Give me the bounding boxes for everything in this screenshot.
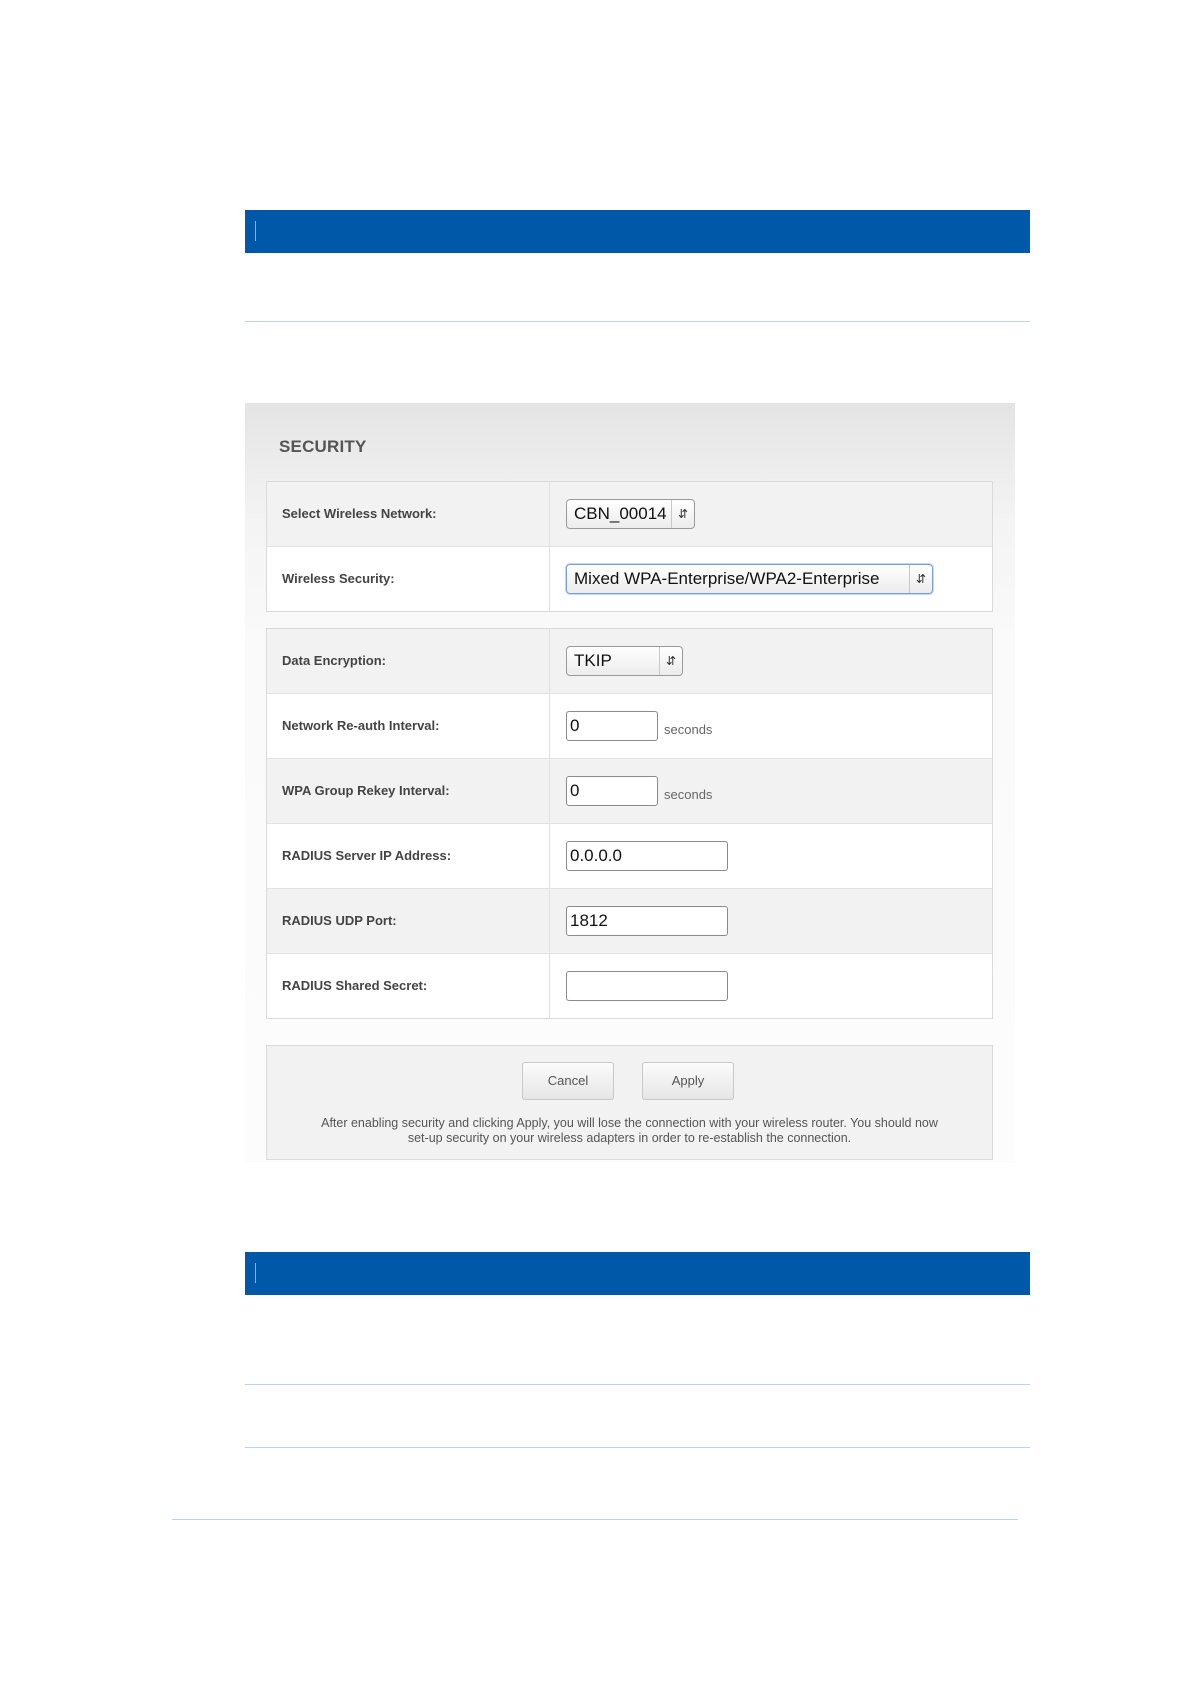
security-panel — [245, 403, 1015, 1163]
select-updown-icon: ⇵ — [671, 500, 694, 528]
note-line-1: After enabling security and clicking Apply, you will lose the connection with your wireless router. You should now — [321, 1116, 938, 1130]
radius-port-input[interactable]: 1812 — [566, 906, 728, 936]
column-divider — [549, 824, 550, 888]
top-section-header-bar — [245, 210, 1030, 253]
row-wireless-network — [267, 482, 992, 546]
radius-ip-label: RADIUS Server IP Address: — [282, 848, 452, 863]
action-area — [266, 1045, 993, 1160]
wireless-network-label: Select Wireless Network: — [282, 506, 437, 521]
column-divider — [549, 889, 550, 953]
radius-secret-label: RADIUS Shared Secret: — [282, 978, 428, 993]
reauth-interval-label: Network Re-auth Interval: — [282, 718, 440, 733]
data-encryption-select[interactable] — [566, 646, 683, 676]
apply-warning-note — [277, 1116, 982, 1146]
row-radius-port — [267, 888, 992, 953]
wireless-network-select[interactable] — [566, 499, 695, 529]
panel-title: SECURITY — [279, 437, 367, 456]
apply-button[interactable]: Apply — [642, 1062, 734, 1100]
group-rekey-input[interactable]: 0 — [566, 776, 658, 806]
wireless-network-value: CBN_00014 — [574, 504, 667, 523]
select-updown-icon: ⇵ — [909, 565, 932, 593]
reauth-unit: seconds — [664, 721, 713, 737]
select-updown-icon: ⇵ — [659, 647, 682, 675]
radius-port-label: RADIUS UDP Port: — [282, 913, 397, 928]
column-divider — [549, 629, 550, 693]
row-radius-secret — [267, 953, 992, 1018]
data-encryption-label: Data Encryption: — [282, 653, 387, 668]
column-divider — [549, 547, 550, 611]
wireless-security-select[interactable] — [566, 564, 933, 594]
reauth-interval-input[interactable]: 0 — [566, 711, 658, 741]
footer-rule — [172, 1519, 1018, 1520]
group-rekey-label: WPA Group Rekey Interval: — [282, 783, 450, 798]
bottom-divider-1 — [245, 1384, 1030, 1385]
network-group — [266, 481, 993, 612]
column-divider — [549, 482, 550, 546]
row-reauth-interval — [267, 693, 992, 758]
row-wireless-security — [267, 546, 992, 611]
header-bar-marker — [255, 221, 256, 241]
group-rekey-unit: seconds — [664, 786, 713, 802]
bottom-section-header-bar — [245, 1252, 1030, 1295]
row-data-encryption — [267, 629, 992, 693]
encryption-group — [266, 628, 993, 1019]
header-bar-marker — [255, 1263, 256, 1283]
column-divider — [549, 954, 550, 1018]
top-divider — [245, 321, 1030, 322]
wireless-security-value: Mixed WPA-Enterprise/WPA2-Enterprise — [574, 569, 880, 588]
note-line-2: set-up security on your wireless adapters in order to re-establish the connection. — [407, 1131, 852, 1145]
cancel-button[interactable]: Cancel — [522, 1062, 614, 1100]
bottom-divider-2 — [245, 1447, 1030, 1448]
radius-ip-input[interactable]: 0.0.0.0 — [566, 841, 728, 871]
radius-secret-input[interactable] — [566, 971, 728, 1001]
wireless-security-label: Wireless Security: — [282, 571, 395, 586]
row-group-rekey-interval — [267, 758, 992, 823]
column-divider — [549, 694, 550, 758]
data-encryption-value: TKIP — [574, 651, 612, 670]
row-radius-ip — [267, 823, 992, 888]
column-divider — [549, 759, 550, 823]
